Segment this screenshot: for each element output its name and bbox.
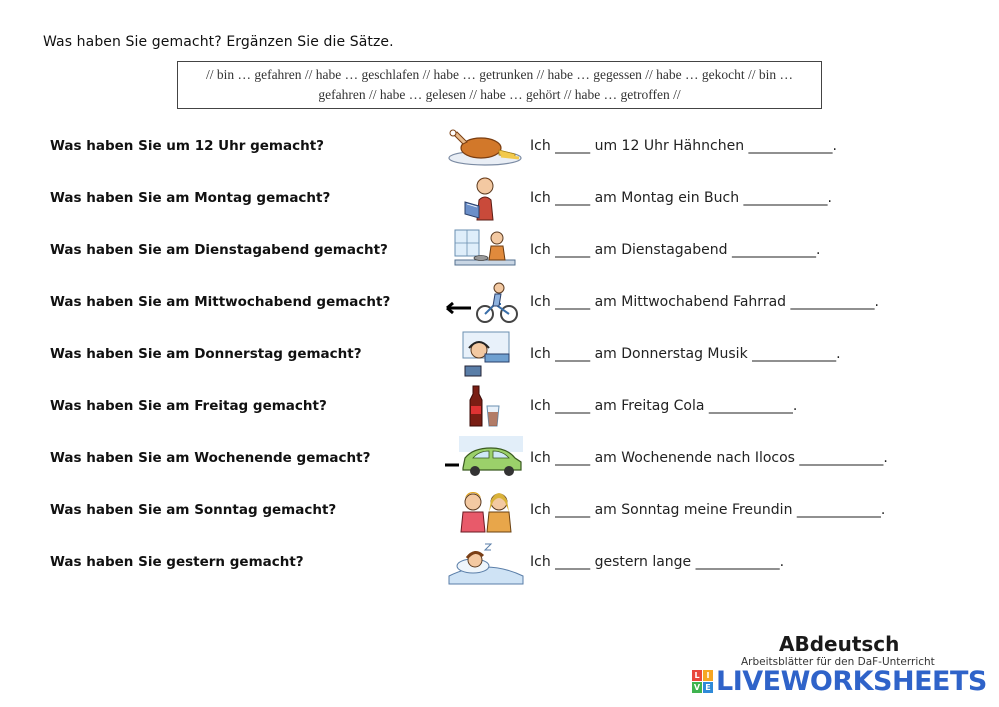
cola-bottle-icon (445, 380, 525, 430)
answer-sentence: Ich _____ am Wochenende nach Ilocos ____________. (530, 450, 888, 466)
word-bank-line-1: // bin … gefahren // habe … geschlafen // habe … getrunken // habe … gegessen // habe … gekocht // bin … (205, 67, 794, 82)
brand-footer (690, 632, 990, 702)
exercise-row (0, 276, 999, 328)
answer-sentence: Ich _____ um 12 Uhr Hähnchen ____________. (530, 138, 837, 154)
liveworksheets-wordmark: LIVEWORKSHEETS (716, 666, 987, 697)
answer-sentence: Ich _____ am Donnerstag Musik ____________. (530, 346, 841, 362)
sleeping-icon (445, 536, 525, 586)
exercise-row (0, 484, 999, 536)
tile-i: I (703, 670, 713, 681)
word-bank-box (177, 61, 822, 109)
question-text: Was haben Sie am Mittwochabend gemacht? (50, 294, 391, 310)
exercise-row (0, 172, 999, 224)
answer-sentence: Ich _____ am Montag ein Buch ____________. (530, 190, 832, 206)
exercise-row (0, 224, 999, 276)
tile-v: V (693, 683, 701, 692)
instruction-text: Was haben Sie gemacht? Ergänzen Sie die Sätze. (43, 34, 394, 50)
car-icon (445, 432, 525, 482)
listening-music-icon (445, 328, 525, 378)
roast-chicken-icon (445, 120, 525, 170)
meeting-friend-icon (445, 484, 525, 534)
answer-sentence: Ich _____ gestern lange ____________. (530, 554, 785, 570)
reading-book-icon (445, 172, 525, 222)
cooking-icon (445, 224, 525, 274)
exercise-row (0, 536, 999, 588)
answer-sentence: Ich _____ am Dienstagabend ____________. (530, 242, 821, 258)
abdeutsch-subtitle: Arbeitsblätter für den DaF-Unterricht (741, 656, 935, 668)
question-text: Was haben Sie am Freitag gemacht? (50, 398, 327, 414)
question-text: Was haben Sie um 12 Uhr gemacht? (50, 138, 325, 154)
exercise-row (0, 328, 999, 380)
word-bank-line-2: gefahren // habe … gelesen // habe … gehört // habe … getroffen // (318, 87, 681, 102)
exercise-row (0, 432, 999, 484)
question-text: Was haben Sie gestern gemacht? (50, 554, 304, 570)
live-tiles-icon (692, 670, 714, 694)
tile-l: L (692, 670, 702, 681)
liveworksheets-logo[interactable] (690, 668, 990, 698)
answer-sentence: Ich _____ am Sonntag meine Freundin ____________. (530, 502, 886, 518)
answer-sentence: Ich _____ am Freitag Cola ____________. (530, 398, 798, 414)
question-text: Was haben Sie am Donnerstag gemacht? (50, 346, 362, 362)
question-text: Was haben Sie am Dienstagabend gemacht? (50, 242, 388, 258)
abdeutsch-title: ABdeutsch (779, 632, 900, 656)
answer-sentence: Ich _____ am Mittwochabend Fahrrad ____________. (530, 294, 879, 310)
exercise-row (0, 120, 999, 172)
cycling-icon (445, 276, 525, 326)
question-text: Was haben Sie am Montag gemacht? (50, 190, 331, 206)
question-text: Was haben Sie am Wochenende gemacht? (50, 450, 371, 466)
exercise-row (0, 380, 999, 432)
tile-e: E (703, 682, 713, 693)
question-text: Was haben Sie am Sonntag gemacht? (50, 502, 337, 518)
